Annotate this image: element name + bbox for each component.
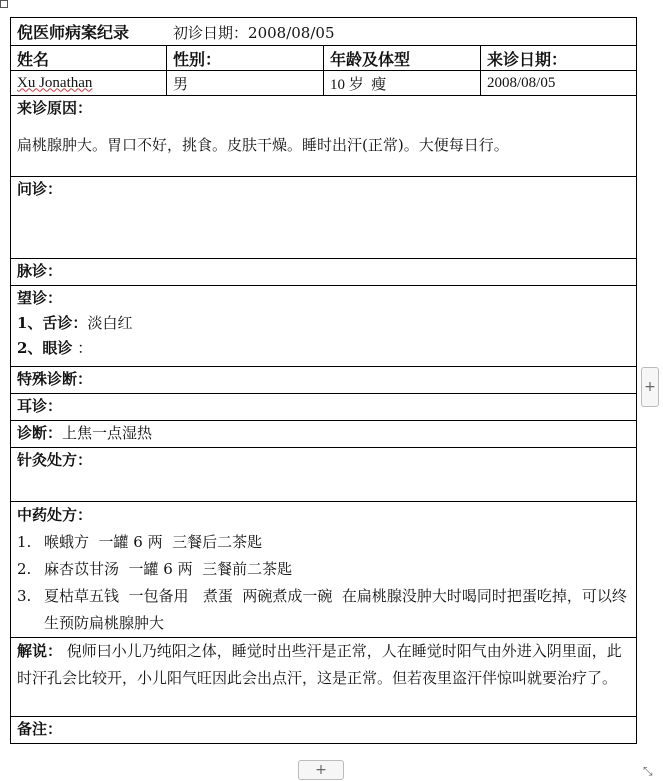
- title-row: [11, 18, 637, 46]
- resize-handle-icon[interactable]: ⤡: [643, 764, 653, 778]
- special-row: [11, 367, 637, 394]
- tongue-label: 1、舌诊：: [17, 314, 88, 332]
- list-item: [17, 556, 630, 583]
- look-row: [11, 286, 637, 367]
- explanation-cell[interactable]: [11, 638, 637, 717]
- explanation-row: [11, 638, 637, 717]
- patient-age-build[interactable]: 10 岁 瘦: [324, 71, 481, 96]
- acupuncture-row: [11, 448, 637, 502]
- diagnosis-value: 上焦一点湿热: [62, 424, 153, 442]
- list-item: [17, 583, 630, 637]
- ear-cell[interactable]: [11, 394, 637, 421]
- herb-text: 喉蛾方 一罐 6 两 三餐后二茶匙: [44, 533, 263, 551]
- add-row-button[interactable]: +: [298, 760, 344, 780]
- ear-label: 耳诊：: [17, 397, 63, 415]
- name-header: 姓名: [11, 46, 167, 71]
- diagnosis-label: 诊断：: [17, 424, 63, 442]
- explanation-text: 倪师曰小儿乃纯阳之体，睡觉时出些汗是正常，人在睡觉时阳气由外进入阴里面，此时汗孔会比较开，小儿阳气旺因此会出点汗，这是正常。但若夜里盗汗伴惊叫就要治疗了。: [17, 642, 622, 687]
- patient-gender[interactable]: 男: [167, 71, 324, 96]
- first-visit-label: 初诊日期：: [173, 24, 249, 42]
- herb-text: 夏枯草五钱 一包备用 煮蛋 两碗煮成一碗 在扁桃腺没肿大时喝同时把蛋吃掉，可以终生预防扁桃腺肿大: [44, 587, 627, 632]
- visit-date-header: 来诊日期：: [481, 46, 637, 71]
- look-label: 望诊：: [17, 289, 63, 307]
- add-column-button[interactable]: +: [641, 367, 659, 407]
- diagnosis-line: [17, 421, 630, 446]
- special-label: 特殊诊断：: [17, 370, 93, 388]
- inquiry-cell[interactable]: [11, 177, 637, 259]
- pulse-label: 脉诊：: [17, 262, 63, 280]
- pulse-row: [11, 259, 637, 286]
- patient-value-row: [11, 71, 637, 96]
- herb-num: 3.: [17, 587, 32, 605]
- age-build-header: 年龄及体型: [324, 46, 481, 71]
- pulse-cell[interactable]: [11, 259, 637, 286]
- herb-num: 1.: [17, 533, 32, 551]
- eye-line: [17, 336, 630, 361]
- explanation-paragraph: [17, 638, 630, 692]
- acupuncture-cell[interactable]: [11, 448, 637, 502]
- patient-name-cell[interactable]: [11, 71, 167, 96]
- reason-text: 扁桃腺肿大。胃口不好，挑食。皮肤干燥。睡时出汗(正常)。大便每日行。: [17, 136, 509, 154]
- first-visit-date: [173, 24, 334, 42]
- notes-cell[interactable]: [11, 717, 637, 744]
- look-cell[interactable]: [11, 286, 637, 367]
- notes-label: 备注：: [17, 720, 63, 738]
- eye-label: 2、眼诊: [17, 339, 73, 357]
- explanation-label: 解说：: [17, 642, 63, 660]
- patient-name: Xu Jonathan: [17, 74, 93, 91]
- herbal-row: [11, 502, 637, 638]
- patient-header-row: [11, 46, 637, 71]
- acupuncture-label: 针灸处方：: [17, 451, 93, 469]
- first-visit-value: 2008/08/05: [248, 24, 335, 42]
- record-title: 倪医师病案纪录: [17, 23, 130, 42]
- herbal-label: 中药处方：: [17, 506, 93, 524]
- title-cell: [11, 18, 637, 46]
- gender-header: 性别：: [167, 46, 324, 71]
- reason-label: 来诊原因：: [17, 99, 93, 117]
- reason-cell[interactable]: [11, 96, 637, 177]
- herbal-list: [17, 529, 630, 637]
- ear-row: [11, 394, 637, 421]
- tongue-value: 淡白红: [87, 314, 133, 332]
- table-move-handle[interactable]: [0, 0, 8, 8]
- inquiry-label: 问诊：: [17, 180, 63, 198]
- eye-value: ：: [77, 339, 93, 357]
- herbal-cell[interactable]: [11, 502, 637, 638]
- tongue-line: [17, 311, 630, 336]
- diagnosis-row: [11, 421, 637, 448]
- patient-visit-date[interactable]: 2008/08/05: [481, 71, 637, 96]
- notes-row: [11, 717, 637, 744]
- list-item: [17, 529, 630, 556]
- herb-text: 麻杏苡甘汤 一罐 6 两 三餐前二茶匙: [44, 560, 293, 578]
- medical-record-table: [10, 17, 637, 744]
- inquiry-row: [11, 177, 637, 259]
- diagnosis-cell[interactable]: [11, 421, 637, 448]
- reason-row: [11, 96, 637, 177]
- herb-num: 2.: [17, 560, 32, 578]
- special-cell[interactable]: [11, 367, 637, 394]
